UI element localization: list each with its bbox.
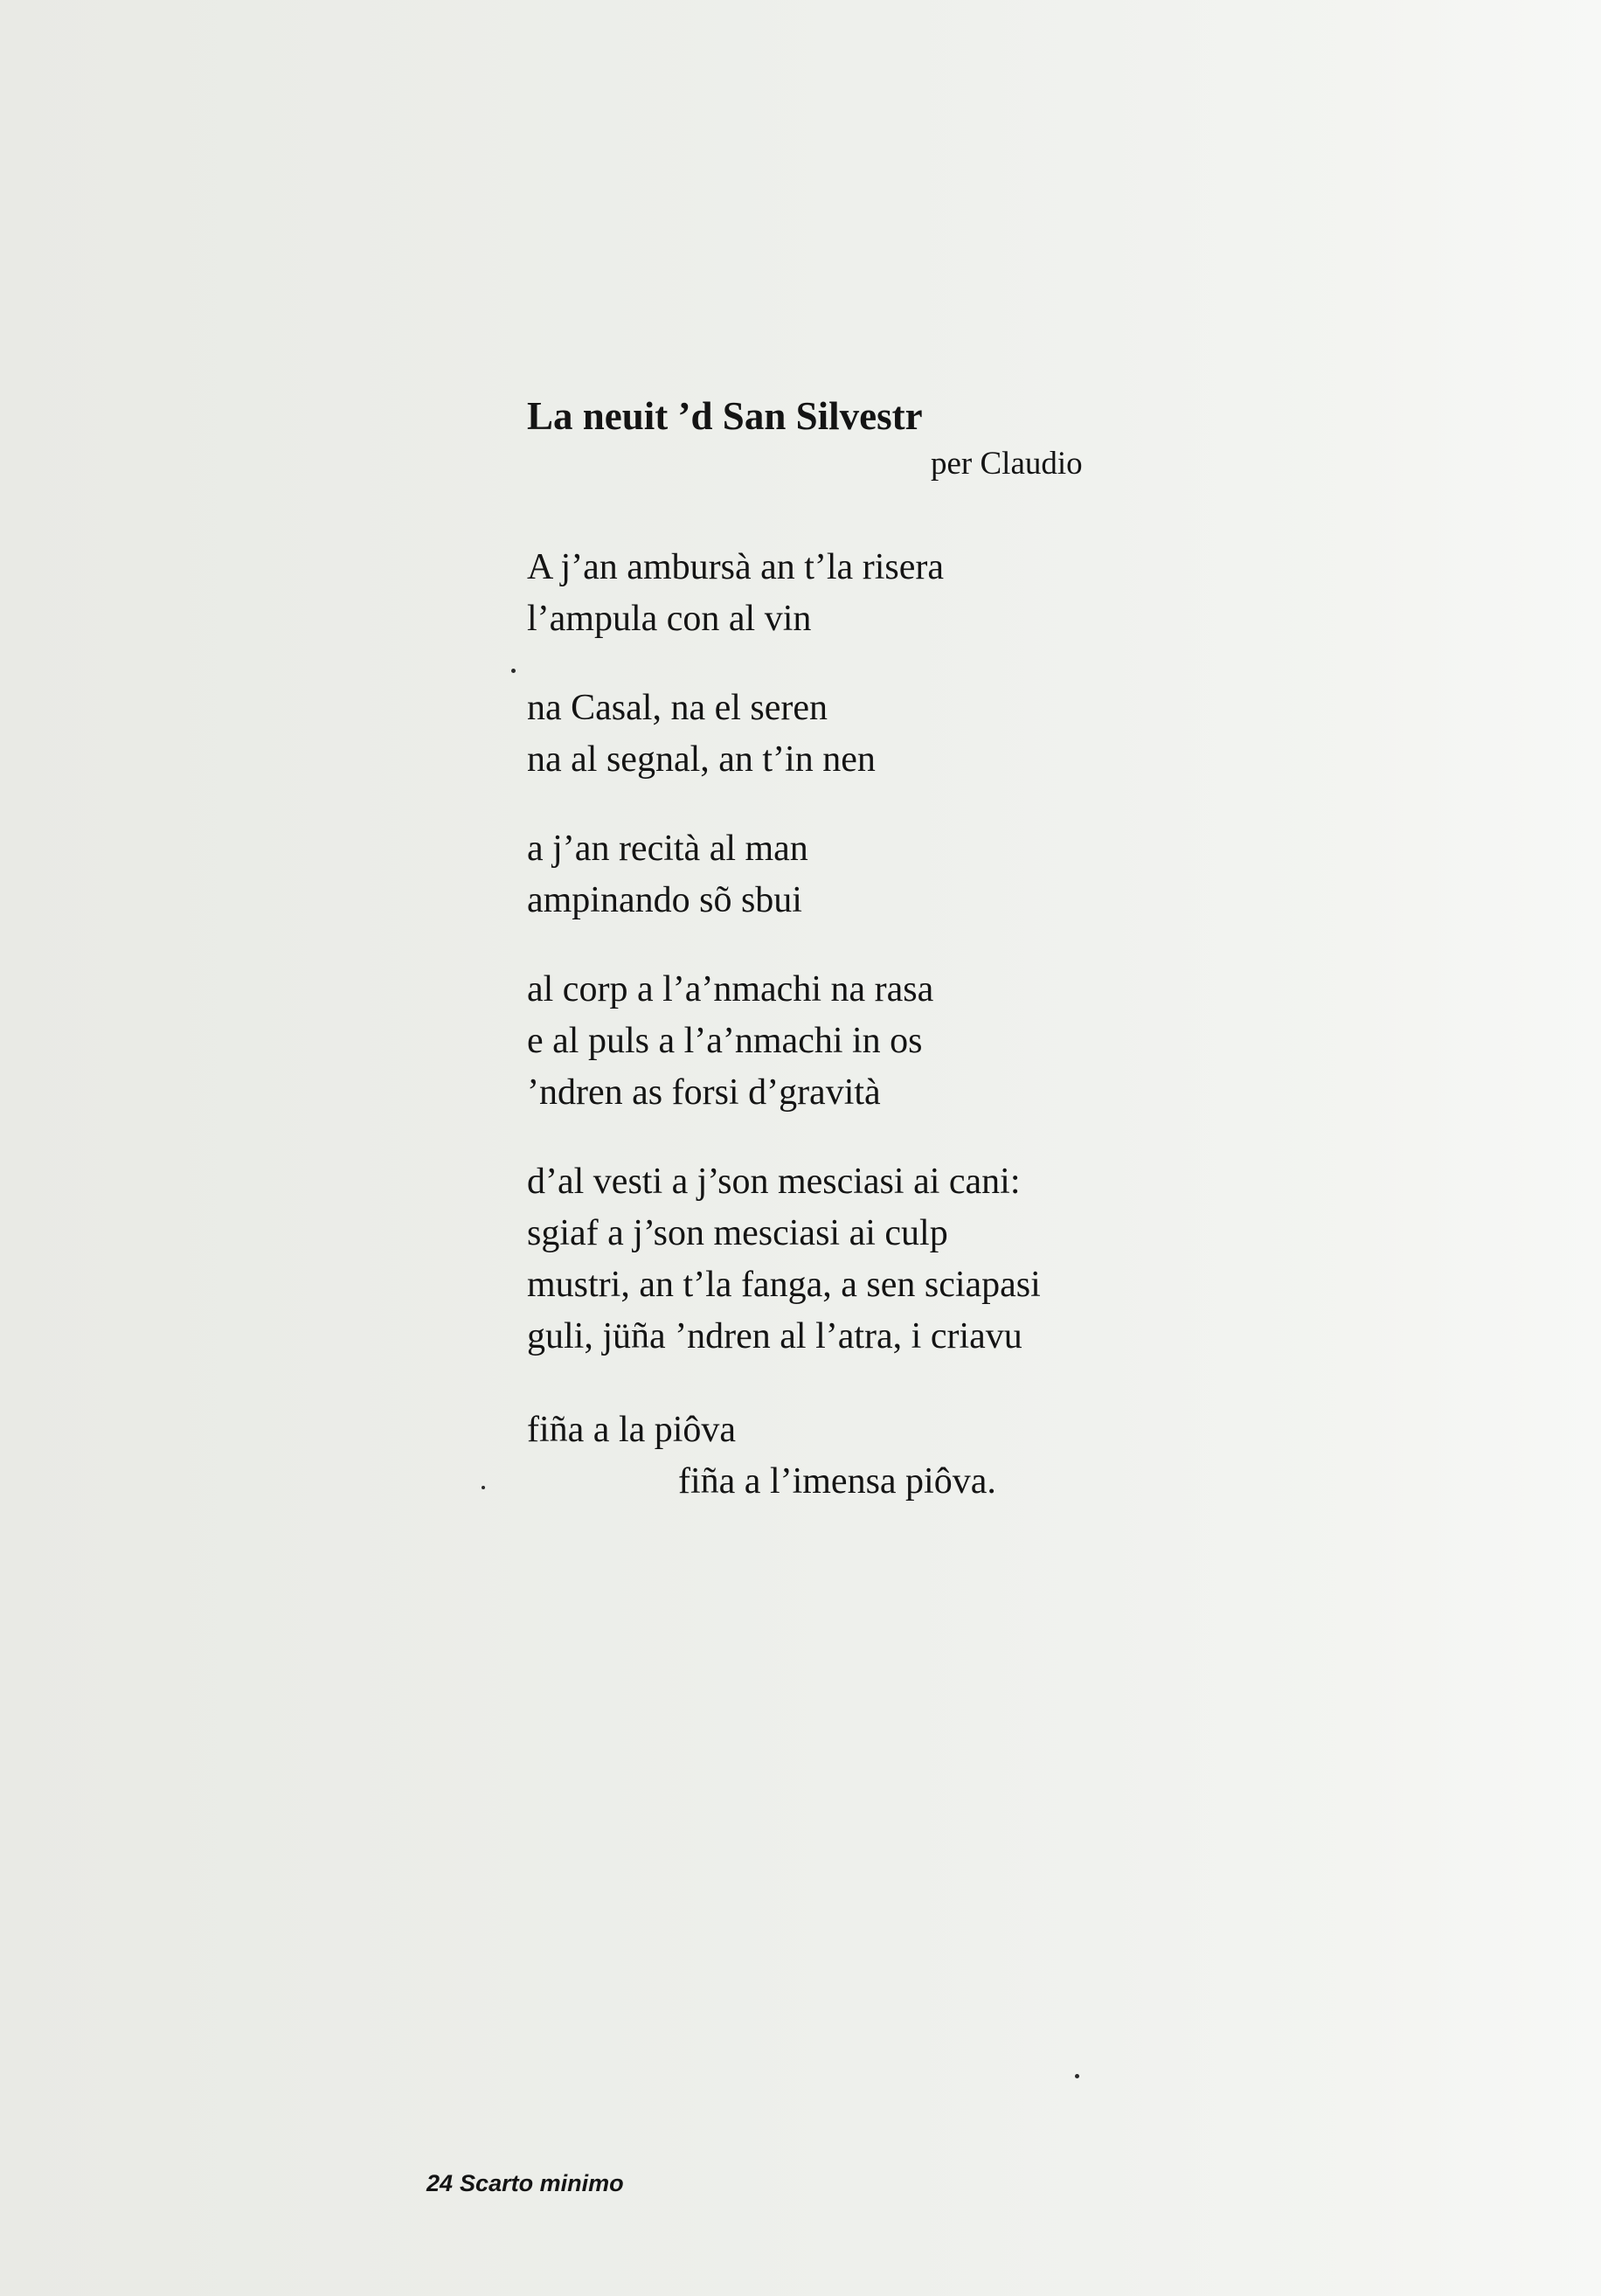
poem-line: l’ampula con al vin — [527, 599, 812, 639]
stanza — [527, 964, 1313, 1119]
poem-body — [527, 542, 1313, 1544]
poem-line: al corp a l’a’nmachi na rasa — [527, 969, 934, 1009]
stanza — [527, 823, 1313, 926]
poem-line: d’al vesti a j’son mesciasi ai cani: — [527, 1162, 1021, 1202]
poem-dedication: per Claudio — [931, 446, 1083, 482]
stanza — [527, 1405, 1313, 1508]
poem-line: mustri, an t’la fanga, a sen sciapasi — [527, 1265, 1041, 1305]
stanza — [527, 683, 1313, 786]
poem-title: La neuit ’d San Silvestr — [527, 394, 923, 438]
stanza — [527, 542, 1313, 645]
poem-line: guli, jüña ’ndren al l’atra, i criavu — [527, 1316, 1022, 1356]
poem-line: sgiaf a j’son mesciasi ai culp — [527, 1213, 948, 1253]
poem-line: ampinando sõ sbui — [527, 880, 802, 920]
paper-speck — [482, 1486, 485, 1489]
poem-line: a j’an recità al man — [527, 829, 808, 869]
poem-line: na al segnal, an t’in nen — [527, 739, 876, 780]
poem-line: fiña a l’imensa piôva. — [678, 1461, 996, 1502]
page-number: 24 — [426, 2170, 454, 2196]
poem-line: e al puls a l’a’nmachi in os — [527, 1021, 923, 1061]
paper-speck — [511, 669, 516, 673]
page-footer — [426, 2168, 624, 2199]
poem-line: fiña a la piôva — [527, 1410, 737, 1450]
poem-line: ’ndren as forsi d’gravità — [527, 1072, 881, 1113]
stanza — [527, 1156, 1313, 1363]
poem-line: na Casal, na el seren — [527, 688, 828, 728]
paper-speck — [1075, 2074, 1079, 2078]
poem-line: A j’an ambursà an t’la risera — [527, 547, 944, 587]
publication-name: Scarto minimo — [460, 2170, 624, 2196]
